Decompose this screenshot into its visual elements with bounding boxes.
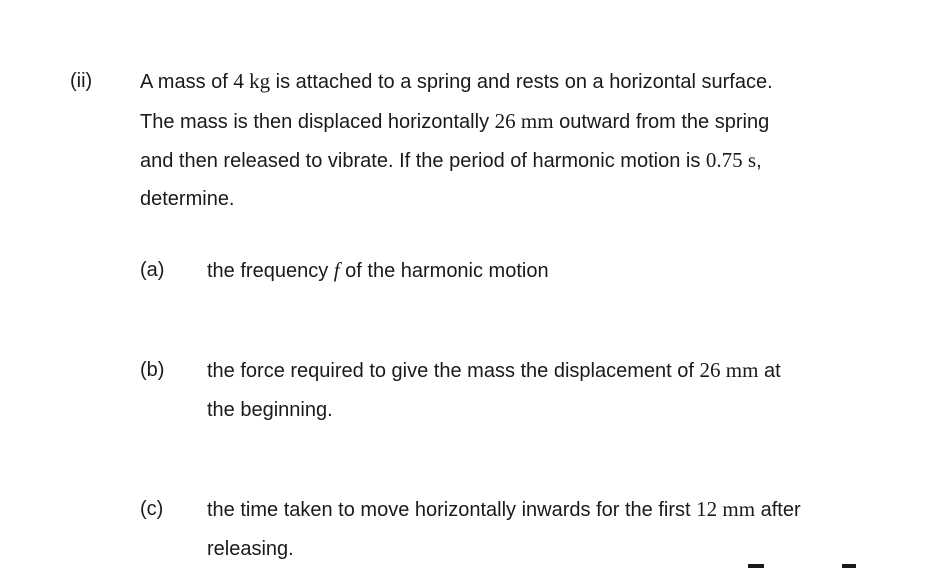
part-c-label: (c) [140,498,164,520]
cutoff-mark-left [748,564,764,568]
stem-line-1-text-b: is attached to a spring and rests on a horizontal surface. [270,71,773,93]
inward-distance-value: 12 mm [696,497,756,521]
part-a-text-a: the frequency [207,260,334,282]
part-b-label: (b) [140,359,165,381]
cutoff-mark-right [842,564,856,568]
stem-line-3-text-b: , [756,150,762,172]
part-b-text-b: at [758,360,781,382]
frequency-symbol: f [333,258,340,282]
part-c-line-1 [207,497,801,522]
part-a-text-b: of the harmonic motion [339,260,549,282]
part-b-displacement-value: 26 mm [699,358,759,382]
question-number: (ii) [70,70,93,92]
part-b-line-2: the beginning. [207,399,333,421]
stem-line-2 [140,109,769,134]
part-c-text-a: the time taken to move horizontally inwards for the first [207,499,697,521]
stem-line-3 [140,148,762,173]
displacement-value: 26 mm [494,109,554,133]
stem-line-2-text-a: The mass is then displaced horizontally [140,111,495,133]
part-a-label: (a) [140,259,165,281]
stem-line-2-text-b: outward from the spring [553,111,770,133]
stem-line-3-text-a: and then released to vibrate. If the period of harmonic motion is [140,150,706,172]
stem-line-4: determine. [140,188,235,210]
part-b-text-a: the force required to give the mass the displacement of [207,360,700,382]
part-a-line-1 [207,258,549,283]
part-c-text-b: after [755,499,801,521]
part-b-line-1 [207,358,781,383]
stem-line-1-text-a: A mass of [140,71,234,93]
period-value: 0.75 s [705,148,757,172]
part-c-line-2: releasing. [207,538,294,560]
stem-line-1 [140,69,773,94]
mass-value: 4 kg [233,69,271,93]
